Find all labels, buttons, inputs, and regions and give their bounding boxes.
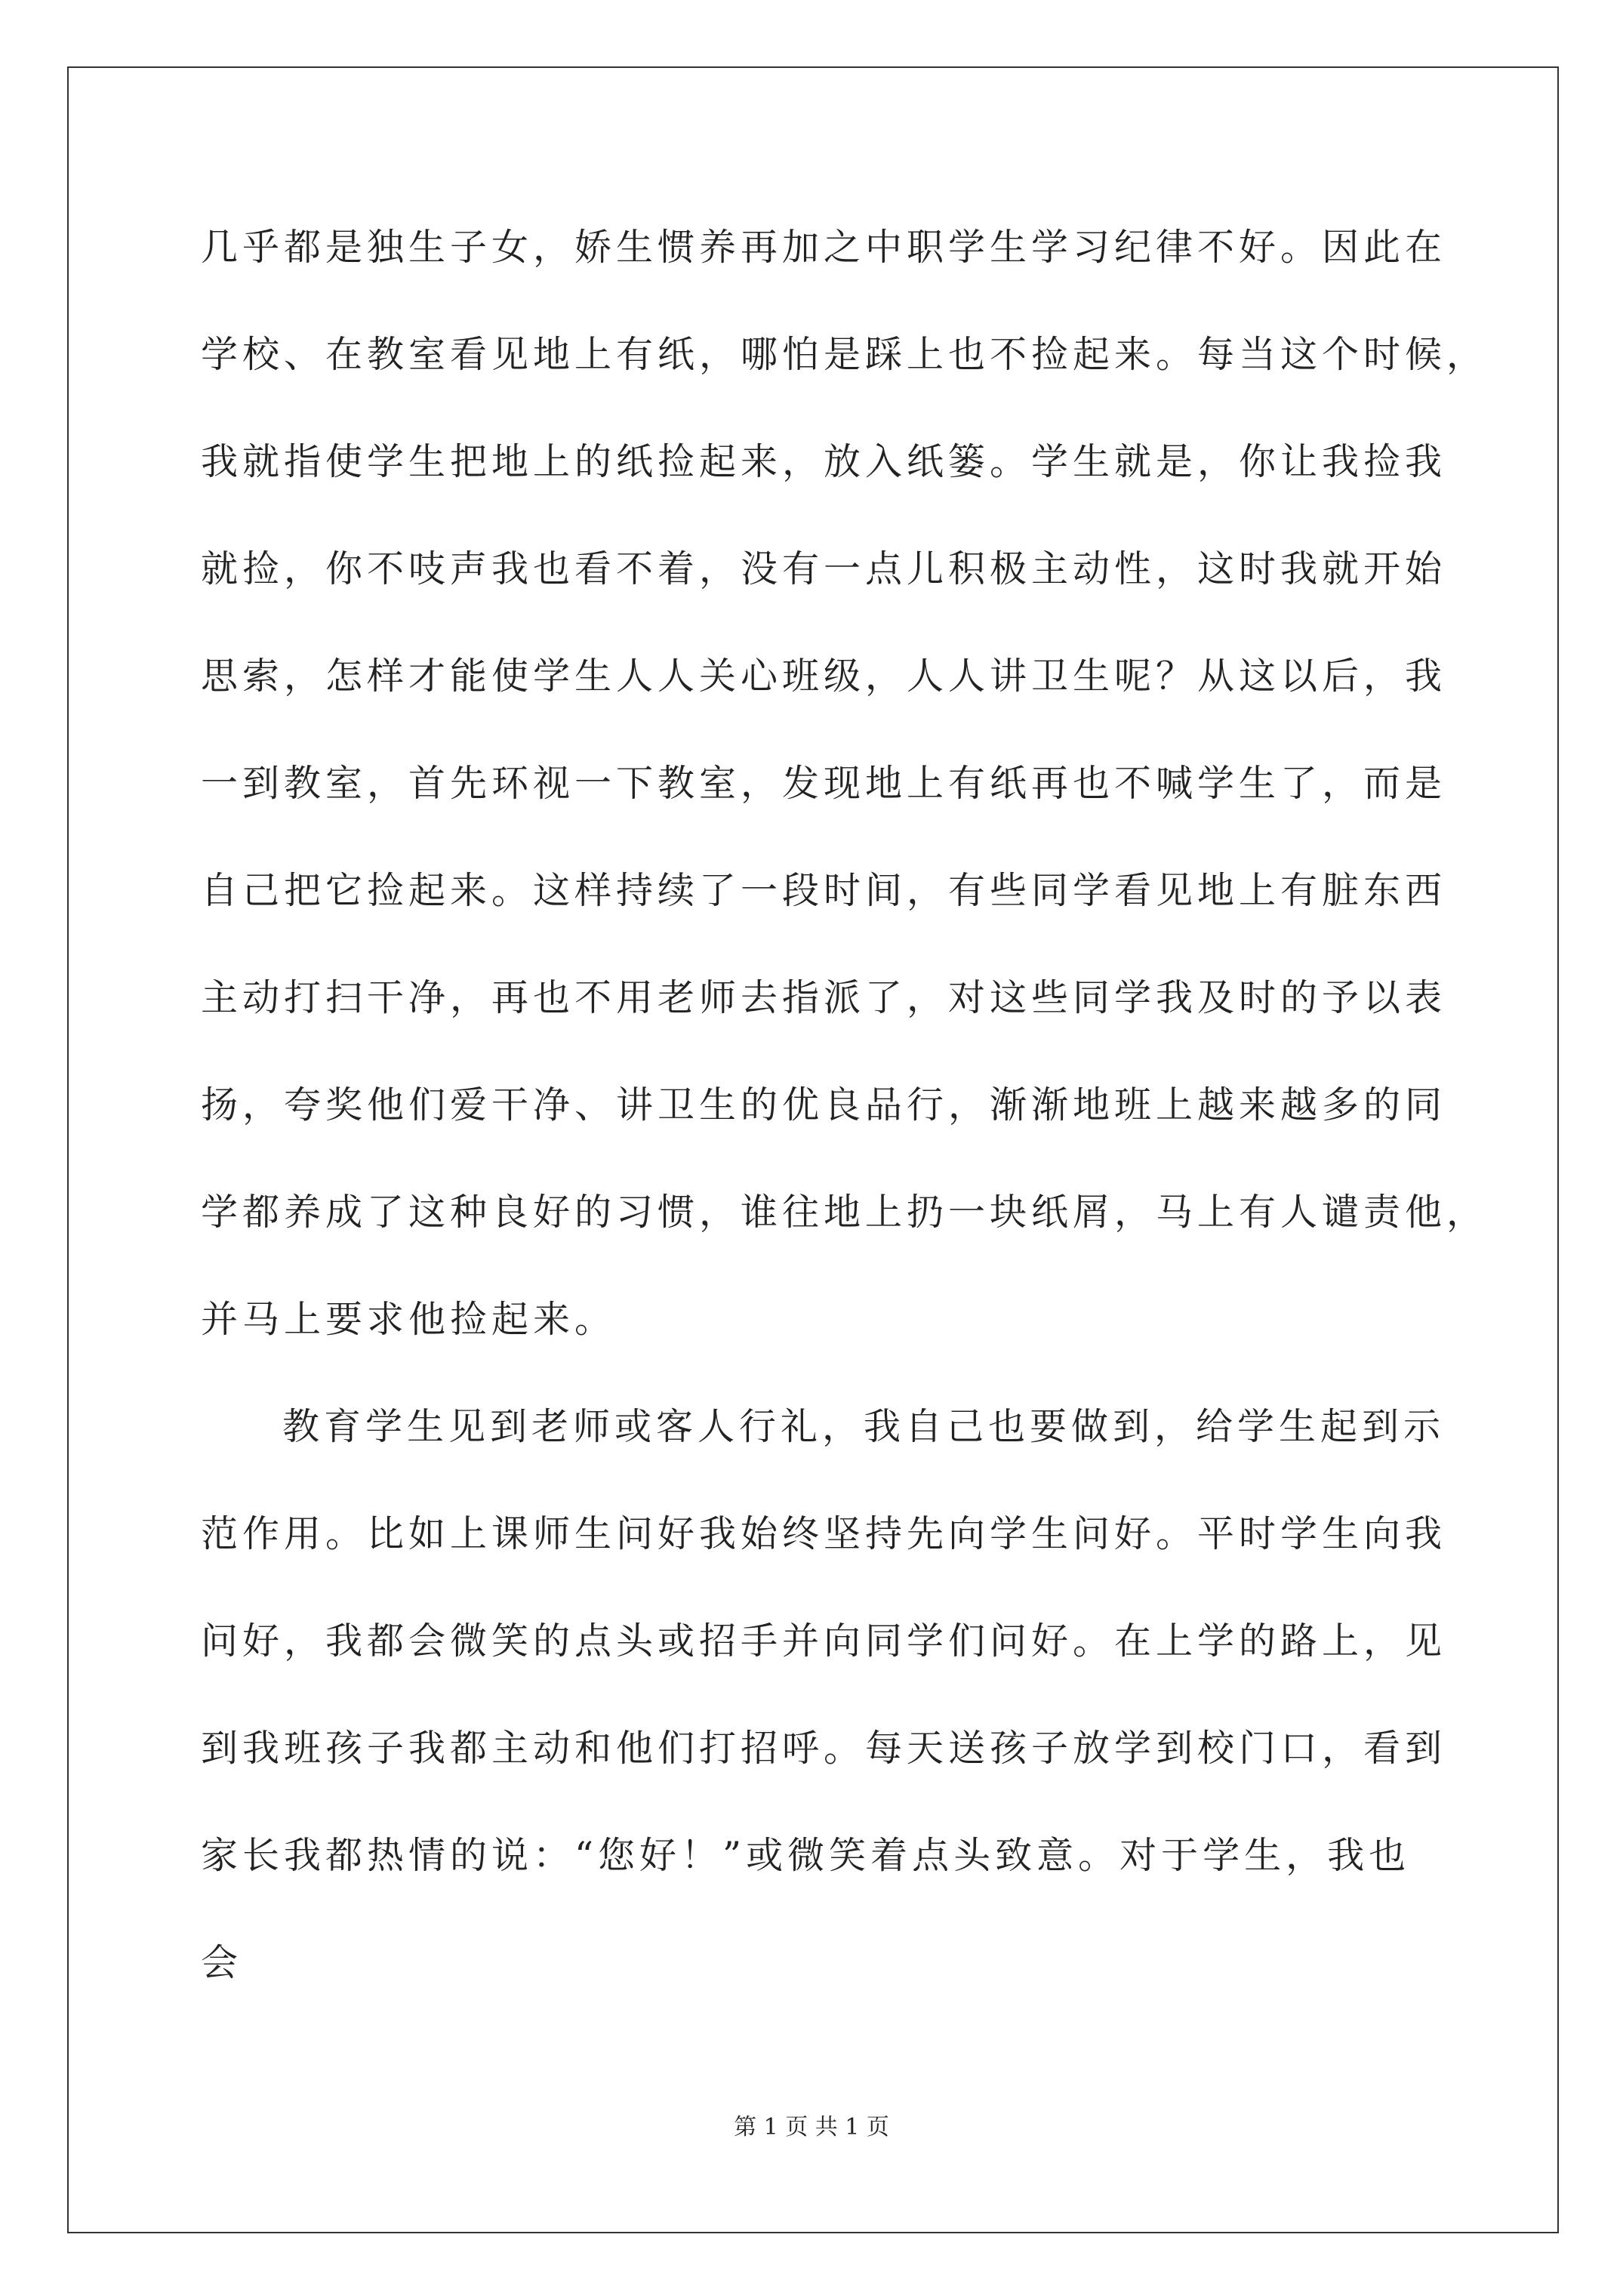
text-line: 学都养成了这种良好的习惯，谁往地上扔一块纸屑，马上有人谴责他，	[201, 1191, 1489, 1234]
text-line: 问好，我都会微笑的点头或招手并向同学们问好。在上学的路上，见	[201, 1620, 1447, 1663]
text-line: 我就指使学生把地上的纸捡起来，放入纸篓。学生就是，你让我捡我	[201, 440, 1447, 483]
text-line: 几乎都是独生子女，娇生惯养再加之中职学生学习纪律不好。因此在	[201, 226, 1447, 269]
text-line: 一到教室，首先环视一下教室，发现地上有纸再也不喊学生了，而是	[201, 762, 1447, 805]
text-line: 扬，夸奖他们爱干净、讲卫生的优良品行，渐渐地班上越来越多的同	[201, 1083, 1447, 1126]
text-line: 会	[201, 1941, 243, 1984]
text-line: 范作用。比如上课师生问好我始终坚持先向学生问好。平时学生向我	[201, 1512, 1447, 1555]
text-line: 家长我都热情的说：“您好！”或微笑着点头致意。对于学生，我也	[201, 1834, 1411, 1877]
text-line: 学校、在教室看见地上有纸，哪怕是踩上也不捡起来。每当这个时候，	[201, 333, 1489, 376]
text-line: 到我班孩子我都主动和他们打招呼。每天送孩子放学到校门口，看到	[201, 1727, 1447, 1770]
text-line: 自己把它捡起来。这样持续了一段时间，有些同学看见地上有脏东西	[201, 869, 1447, 912]
text-line: 思索，怎样才能使学生人人关心班级，人人讲卫生呢？从这以后，我	[201, 655, 1447, 698]
paragraph-start-line: 教育学生见到老师或客人行礼，我自己也要做到，给学生起到示	[282, 1405, 1446, 1448]
document-body	[201, 219, 1489, 2042]
text-line: 就捡，你不吱声我也看不着，没有一点儿积极主动性，这时我就开始	[201, 547, 1447, 590]
text-line: 主动打扫干净，再也不用老师去指派了，对这些同学我及时的予以表	[201, 976, 1447, 1019]
page-number-footer: 第 1 页 共 1 页	[734, 2114, 889, 2140]
text-line: 并马上要求他捡起来。	[201, 1298, 617, 1341]
